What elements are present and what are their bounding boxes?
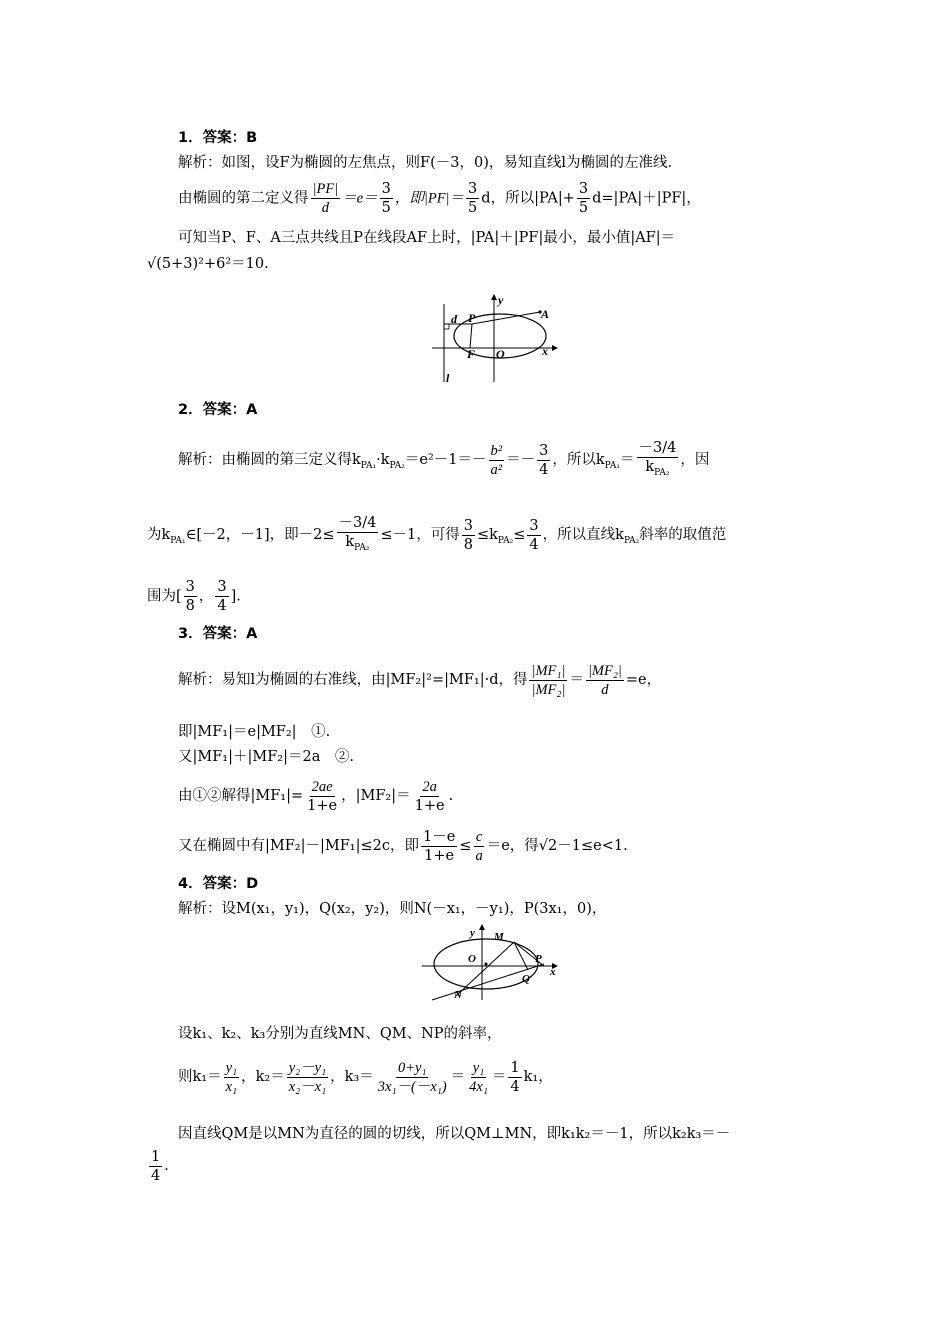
fig1-label-d: d bbox=[451, 312, 457, 326]
fig1-label-P: P bbox=[468, 311, 476, 325]
q1-line4: √(5+3)²+6²＝10. bbox=[147, 256, 269, 272]
q4-line2: 设k₁、k₂、k₃分别为直线MN、QM、NP的斜率， bbox=[178, 1026, 502, 1042]
q1-heading: 1．答案：B bbox=[178, 130, 258, 146]
ellipse-figure-1 bbox=[430, 292, 560, 386]
q3-line5: 又在椭圆中有|MF₂|－|MF₁|≤2c，即 $\frac{1-e}{1+e}$ ≤ $\frac{c}{a}$ ＝e，得√2－1≤e<1. bbox=[178, 828, 628, 864]
q3-line1: 解析：易知l为椭圆的右准线，由|MF₂|²=|MF₁|·d，得 $\frac{\text{|MF₁|}}{\text{|MF₂|}}$ ＝ $\frac{\text{|MF₂|}}{d}$ =e， bbox=[178, 662, 662, 698]
fig2-label-N: N bbox=[454, 989, 462, 1001]
q3-line3: 又|MF₁|＋|MF₂|＝2a ②. bbox=[178, 749, 354, 765]
fig2-label-M: M bbox=[494, 931, 504, 943]
q2-line1: 解析：由椭圆的第三定义得$k_{PA_1}\cdot k_{PA_2}=e^2-1=-$ $\frac{\text{b²}}{\text{a²}}$ ＝－ $\frac{3}{4}$ ，所以$k_{PA_1}=$ $\frac{-3/4}{k_{PA_2}}$ ，因 bbox=[178, 439, 710, 478]
q2-line3: 围为[ $\frac{3}{8}$ ， $\frac{3}{4}$ ]. bbox=[147, 579, 241, 614]
q4-line4: 因直线QM是以MN为直径的圆的切线，所以QM⊥MN，即k₁k₂＝－1，所以k₂k₃＝－ bbox=[178, 1126, 731, 1142]
fig2-label-O: O bbox=[468, 953, 476, 965]
fig1-label-A: A bbox=[541, 307, 550, 321]
q4-heading: 4．答案：D bbox=[178, 876, 259, 892]
fig1-label-y: y bbox=[498, 293, 504, 307]
q1-line2: 由椭圆的第二定义得 $\frac{|PF|}{d}$ ＝e＝ $\frac{3}{5}$ ，即|PF|＝ $\frac{3}{5}$ d，所以|PA|+ $\frac{3}{5}$ d=|PA|＋|PF|， bbox=[178, 181, 701, 216]
fig2-label-x: x bbox=[550, 966, 556, 978]
ellipse-figure-2 bbox=[418, 920, 563, 1002]
q3-line4: 由①②解得|MF₁|= $\frac{2ae}{1+e}$ ，|MF₂|＝ $\frac{2a}{1+e}$ . bbox=[178, 778, 454, 814]
q1-line3: 可知当P、F、A三点共线且P在线段AF上时，|PA|＋|PF|最小，最小值|AF|＝ bbox=[178, 230, 676, 246]
q4-line1: 解析：设M(x₁，y₁)，Q(x₂，y₂)，则N(－x₁，－y₁)，P(3x₁，0)， bbox=[178, 901, 607, 917]
q2-line2: 为$k_{PA_1}\in[-2$，－1]，即－2≤ $\frac{-3/4}{k_{PA_2}}$ ≤－1，可得 $\frac{3}{8}$ $\le k_{PA_2}\le$ $\frac{3}{4}$ ，所以直线$k_{PA_2}$斜率的取值范 bbox=[147, 514, 727, 553]
q1-line1: 解析：如图，设F为椭圆的左焦点，则F(－3，0)，易知直线l为椭圆的左准线． bbox=[178, 155, 683, 171]
fig1-label-x: x bbox=[542, 344, 548, 358]
q2-heading: 2．答案：A bbox=[178, 402, 258, 418]
fig1-label-F: F bbox=[467, 347, 476, 361]
q3-heading: 3．答案：A bbox=[178, 626, 258, 642]
q4-line3: 则k₁＝ $\frac{\text{y₁}}{\text{x₁}}$ ，k₂＝ $\frac{\text{y₂－y₁}}{\text{x₂－x₁}}$ ，k₃＝ $\frac{\text{0+y₁}}{\text{3x₁－(－x₁)}}$ ＝ $\frac{\text{y₁}}{\text{4x₁}}$ ＝ $\frac{1}{4}$ k₁， bbox=[178, 1059, 553, 1095]
fig1-label-O: O bbox=[496, 347, 505, 361]
q3-line2: 即|MF₁|＝e|MF₂| ①. bbox=[178, 724, 331, 740]
fig1-label-l: l bbox=[446, 371, 450, 385]
fig2-label-P: P bbox=[535, 953, 542, 965]
fig2-label-y: y bbox=[470, 927, 475, 939]
q1-frac-pf-d: $\frac{|PF|}{d}$ bbox=[312, 181, 339, 216]
q4-line5: $\frac{1}{4}$ . bbox=[151, 1148, 169, 1184]
fig2-label-Q: Q bbox=[522, 973, 530, 985]
